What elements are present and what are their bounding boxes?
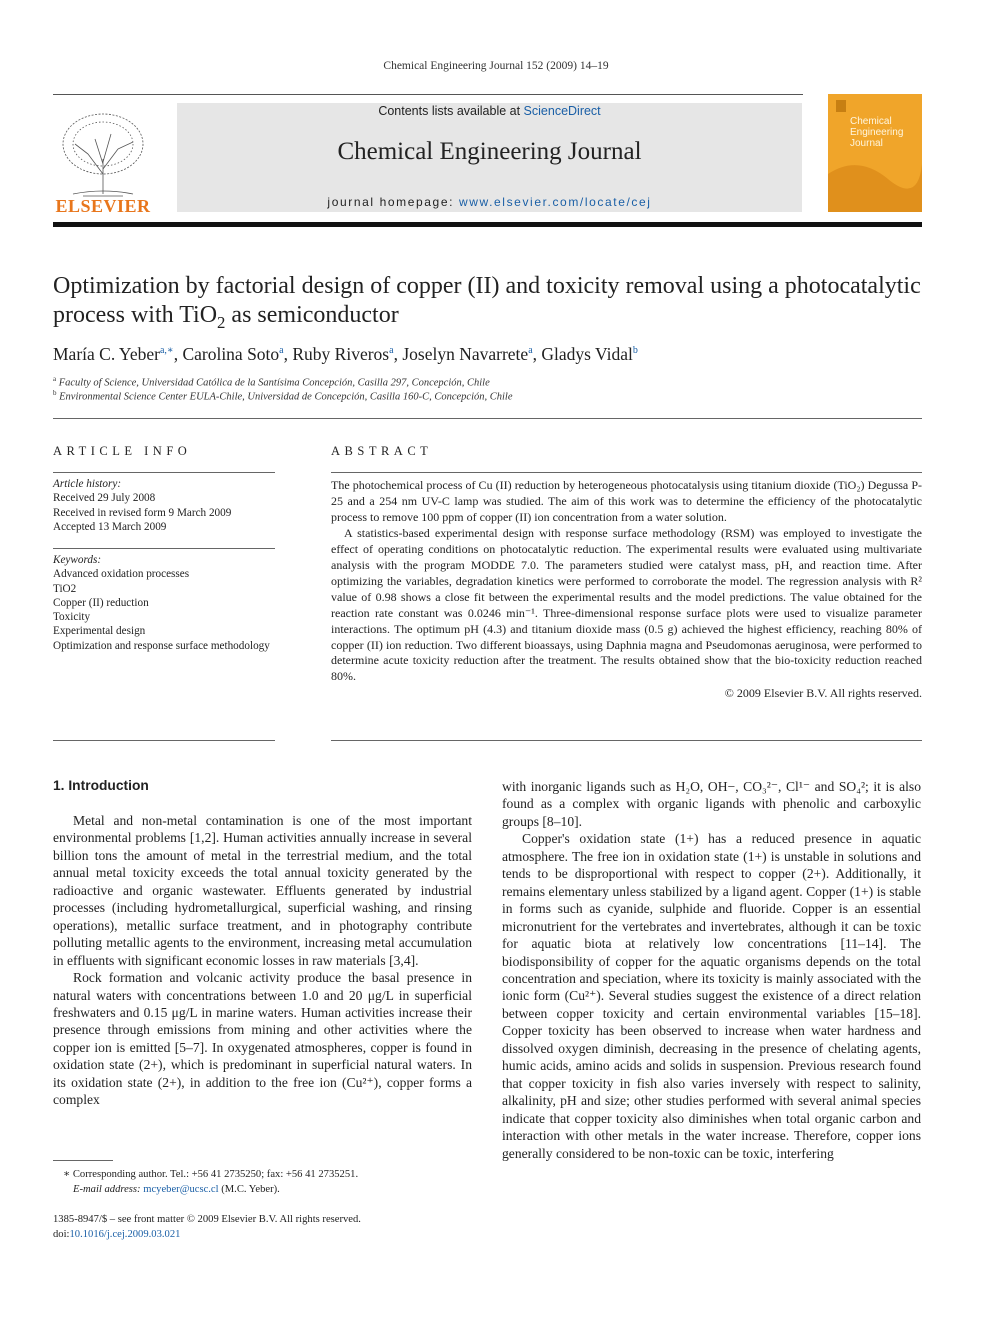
sciencedirect-link[interactable]: ScienceDirect <box>523 104 601 118</box>
keywords-label: Keywords: <box>53 554 102 566</box>
keyword: Experimental design <box>53 625 146 638</box>
author[interactable]: Joselyn Navarrete <box>402 344 529 364</box>
keyword: Advanced oxidation processes <box>53 568 190 581</box>
keyword: Optimization and response surface methodology <box>53 639 270 652</box>
abstract-paragraph: The photochemical process of Cu (II) reduction by heterogeneous photocatalysis using titanium dioxide (TiO₂) Degussa P-25 and a 254 nm UV-C lamp was studied. The aim of this work was to determine the efficiency of the photocatalytic process to remove 100 ppm of copper (II) ion concentration from a water solution. <box>331 478 922 524</box>
elsevier-wordmark: ELSEVIER <box>55 196 151 216</box>
author-separator: , <box>532 344 542 364</box>
body-column-left <box>53 812 472 1109</box>
title-text-1: Optimization by factorial design of copper (II) and toxicity removal using a photocatalytic process with TiO <box>53 273 921 328</box>
article-info-rule <box>53 472 275 473</box>
author-separator: , <box>173 344 183 364</box>
email-label: E-mail address: <box>73 1183 144 1195</box>
contents-prefix: Contents lists available at <box>378 104 524 118</box>
section-rule <box>53 418 922 419</box>
cover-title: Chemical Engineering Journal <box>850 116 904 149</box>
abstract-heading: ABSTRACT <box>331 444 433 458</box>
section-heading-introduction: 1. Introduction <box>53 778 149 793</box>
article-history <box>53 477 275 534</box>
history-item: Received in revised form 9 March 2009 <box>53 506 232 519</box>
author-separator: , <box>393 344 403 364</box>
author-affiliation-mark[interactable]: a <box>528 345 533 356</box>
header-rule <box>53 94 803 95</box>
abstract-body <box>331 478 922 702</box>
issn-doi-block <box>53 1213 553 1242</box>
author[interactable]: Gladys Vidal <box>541 344 633 364</box>
body-paragraph: Copper's oxidation state (1+) has a reduced presence in aquatic atmosphere. The free ion in oxidation state (1+) is unstable in solutions and tends to be disproportional with respect to copper (2+). Additionally, it remains elementary unless stabilized by a ligand agent. Copper (1+) is stable in forms such as cyanide, sulphide and fluoride. Copper is an essential micronutrient for the vertebrates and invertebrates, although it can be toxic for aquatic biota at relatively low concentrations [11–14]. The biodisponsibility of copper for the aquatic organisms depends on the total concentration and speciation, where its toxicity is mainly associated with the ionic form (Cu²⁺). Several studies suggest the existence of a direct relation between copper toxicity and certain environmental variables [15–18]. Copper toxicity has been observed to increase when water hardness and dissolved oxygen diminish, decreasing in the presence of chelating agents, humic acids, amino acids and solids in suspension. Previous research found that copper toxicity in fish also varies inversely with respect to salinity, alkalinity, pH and size; other studies performed with several animal species indicate that copper toxicity also diminishes when total organic carbon and interaction with other metals in the water increase. Therefore, copper ions generally considered to be non-toxic can be toxic, interfering <box>502 831 921 1161</box>
author-list <box>53 344 922 365</box>
title-text-2: as semiconductor <box>225 302 399 328</box>
title-subscript: 2 <box>217 312 226 332</box>
corresponding-line: ∗ Corresponding author. Tel.: +56 41 2735250; fax: +56 41 2735251. <box>63 1169 359 1180</box>
keyword: Toxicity <box>53 611 91 624</box>
history-item: Received 29 July 2008 <box>53 492 156 505</box>
body-paragraph: Metal and non-metal contamination is one of the most important environmental problems [1,2]. Human activities annually increase in several billion tons the amount of metal in the terrestrial medium, and the total annual metal toxicity exceeds the total annual toxicity generated by the radioactive and organic wastewater. Effluents generated by industrial processes (including hydrometallurgical, superficial washing, and rinsing operations), metallic surface treatment, and in photography contribute polluting metallic agents to the environment, increasing metal accumulation in effluents with significant economic losses in raw materials [3,4]. <box>53 813 472 968</box>
abstract-rule <box>331 472 922 473</box>
author-separator: , <box>283 344 293 364</box>
footnote-rule <box>53 1160 113 1161</box>
author-affiliation-mark[interactable]: a <box>279 345 284 356</box>
email-suffix: (M.C. Yeber). <box>218 1183 280 1195</box>
keyword: TiO2 <box>53 582 77 595</box>
header-thick-rule <box>53 222 922 227</box>
homepage-prefix: journal homepage: <box>327 195 459 209</box>
journal-homepage <box>177 195 802 209</box>
affiliation-mark: a <box>53 375 57 383</box>
affiliation-text: Faculty of Science, Universidad Católica de la Santísima Concepción, Casilla 297, Concepción, Chile <box>58 377 490 389</box>
journal-citation: Chemical Engineering Journal 152 (2009) 14–19 <box>383 60 609 72</box>
journal-title: Chemical Engineering Journal <box>337 138 642 165</box>
email-link[interactable]: mcyeber@ucsc.cl <box>143 1183 219 1195</box>
author[interactable]: Carolina Soto <box>182 344 280 364</box>
abstract-copyright: © 2009 Elsevier B.V. All rights reserved. <box>724 686 922 701</box>
abstract-paragraph: A statistics-based experimental design with response surface methodology (RSM) was employed to investigate the effect of operating conditions on photocatalytic reduction. The experimental results were evaluated using multivariate analysis with the program MODDE 7.0. The parameters studied were catalyst mass, pH, and reaction time. After optimizing the variables, degradation kinetics were performed to corroborate the model. The regression analysis with R² value of 0.98 shows a close fit between the experimental results and the model predictions. The value obtained for the reaction rate constant was 0.0246 min⁻¹. Three-dimensional response surface plots were used to visualize parameter interactions. The optimum pH (4.3) and titanium dioxide mass (0.5 g) achieved the highest efficiency, reaching 80% of copper (II) ion reduction. Two different bioassays, using Daphnia magna and Pseudomonas aeruginosa, were performed to determine acute toxicity reduction after the treatment. The results obtained show that the bio-toxicity reduction reached 80%. <box>331 525 922 684</box>
doi-link[interactable]: 10.1016/j.cej.2009.03.021 <box>69 1228 181 1240</box>
keywords-rule <box>53 548 275 549</box>
issn-line: 1385-8947/$ – see front matter © 2009 Elsevier B.V. All rights reserved. <box>53 1214 361 1225</box>
doi-label: doi: <box>53 1228 70 1240</box>
homepage-link[interactable]: www.elsevier.com/locate/cej <box>458 195 652 209</box>
history-label: Article history: <box>53 478 122 490</box>
author[interactable]: Ruby Riveros <box>292 344 390 364</box>
keywords <box>53 553 275 653</box>
body-column-right <box>502 778 921 1162</box>
body-paragraph: Rock formation and volcanic activity produce the basal presence in natural waters with concentrations between 1.0 and 20 μg/L in superficial freshwaters and 0.15 μg/L in marine waters. Human activities increase their presence through emissions from mining and other activities where the copper ion is emitted [5–7]. In oxygenated atmospheres, copper is found in oxidation state (2+), which is predominant in superficial natural waters. In its oxidation state (2+), in addition to the free ion (Cu²⁺), copper forms a complex <box>53 970 472 1108</box>
article-title <box>53 272 922 337</box>
affiliation <box>53 389 922 403</box>
corresponding-author-footnote <box>53 1168 472 1197</box>
affiliation <box>53 375 922 389</box>
contents-line <box>177 104 802 118</box>
affiliation-text: Environmental Science Center EULA-Chile, Universidad de Concepción, Casilla 160-C, Concepción, Chile <box>59 391 513 403</box>
cover-pattern <box>828 94 922 212</box>
history-item: Accepted 13 March 2009 <box>53 520 167 533</box>
body-paragraph: with inorganic ligands such as H₂O, OH−, CO₃²⁻, Cl¹⁻ and SO₄²; it is also found as a complex with organic ligands with phenolic and carboxylic groups [8–10]. <box>502 779 921 829</box>
author-affiliation-mark[interactable]: a,∗ <box>159 345 174 356</box>
article-info-heading: ARTICLE INFO <box>53 444 192 458</box>
author[interactable]: María C. Yeber <box>53 344 160 364</box>
abstract-end-rule <box>331 740 922 741</box>
author-affiliation-mark[interactable]: b <box>632 345 638 356</box>
journal-cover-thumbnail <box>828 94 922 212</box>
author-affiliation-mark[interactable]: a <box>389 345 394 356</box>
article-info-end-rule <box>53 740 275 741</box>
keyword: Copper (II) reduction <box>53 596 149 609</box>
affiliation-mark: b <box>53 389 57 397</box>
